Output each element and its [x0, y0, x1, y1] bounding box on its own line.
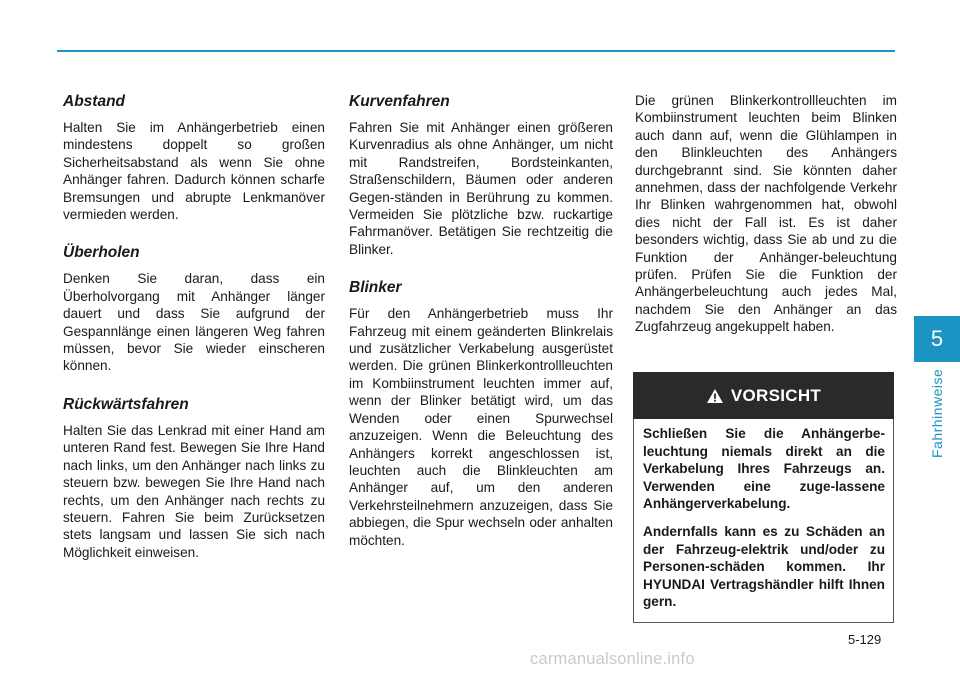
section-text: Für den Anhängerbetrieb muss Ihr Fahrzeug mit einem geänderten Blinkrelais und zusätzlicher Verkabelung ausgerüstet werden. Die grünen Blinkerkontrollleuchten im Kombiinstrument leuchten immer auf, wenn der Blinker betätigt wird, um das Wenden oder einen Spurwechsel anzuzeigen. Wenn die Beleuchtung des Anhängers korrekt angeschlossen ist, leuchten auch die Blinkleuchten am Anhänger auf, um den anderen Verkehrsteilnehmern anzuzeigen, dass Sie abbiegen, die Spur wechseln oder anhalten möchten.: [349, 306, 613, 548]
caution-title: VORSICHT: [730, 385, 822, 405]
chapter-tab: [914, 316, 960, 362]
column-1: [63, 92, 325, 581]
section-text: Halten Sie im Anhängerbetrieb einen mindestens doppelt so großen Sicherheitsabstand als wenn Sie ohne Anhänger fahren. Dadurch können scharfe Bremsungen und abrupte Lenkmanöver vermieden werden.: [63, 120, 325, 223]
column-3-text: Die grünen Blinkerkontrollleuchten im Kombiinstrument leuchten beim Blinken auch dann auf, wenn die Glühlampen in den Blinkleuchten des Anhängers durchgebrannt sind. Sie könnten daher annehmen, dass der nachfolgende Verkehr Ihr Blinken wahrgenommen hat, obwohl dies nicht der Fall ist. Es ist daher besonders wichtig, dass Sie ab und zu die Funktion der Anhänger-beleuchtung prüfen. Prüfen Sie die Funktion der Anhängerbeleuchtung auch jedes Mal, nachdem Sie den Anhänger an das Zugfahrzeug angekuppelt haben.: [635, 93, 897, 335]
section-heading: Rückwärtsfahren: [63, 395, 189, 413]
caution-body: [643, 425, 885, 621]
page-number: 5-129: [848, 632, 882, 647]
section-blinker: [349, 278, 613, 549]
caution-header: [633, 372, 894, 419]
column-3: [635, 92, 897, 336]
caution-box: [633, 372, 894, 623]
section-heading: Abstand: [63, 93, 125, 110]
section-abstand: [63, 92, 325, 223]
top-rule: [57, 50, 895, 52]
section-text: Halten Sie das Lenkrad mit einer Hand am unteren Rand fest. Bewegen Sie Ihre Hand nach links, um den Anhänger nach links zu steuern bzw. bewegen Sie Ihre Hand nach rechts, um den Anhänger nach rechts zu steuern. Fahren Sie beim Zurücksetzen stets langsam und lassen Sie sich nach Möglichkeit einweisen.: [63, 422, 325, 560]
section-heading: Überholen: [63, 244, 140, 262]
watermark: carmanualsonline.info: [530, 650, 695, 668]
section-text: Denken Sie daran, dass ein Überholvorgang mit Anhänger länger dauert und dass Sie aufgrund der Gespannlänge einen längeren Weg fahren müssen, bevor Sie wieder einscheren können.: [63, 271, 325, 374]
section-rueckwaertsfahren: [63, 395, 325, 561]
column-2: [349, 92, 613, 569]
section-heading: Blinker: [349, 279, 402, 297]
chapter-number: 5: [930, 326, 944, 351]
caution-paragraph: Andernfalls kann es zu Schäden an der Fahrzeug-elektrik und/oder zu Personen-schäden kommen. Ihr HYUNDAI Vertragshändler hilft Ihnen gern.: [643, 523, 885, 610]
section-ueberholen: [63, 243, 325, 374]
section-kurvenfahren: [349, 92, 613, 258]
section-heading: Kurvenfahren: [349, 93, 450, 110]
warning-triangle-icon: [706, 388, 724, 404]
caution-paragraph: Schließen Sie die Anhängerbe-leuchtung niemals direkt an die Verkabelung Ihres Fahrzeugs an. Verwenden eine zuge-lassene Anhängerverkabelung.: [643, 426, 885, 512]
section-text: Fahren Sie mit Anhänger einen größeren Kurvenradius als ohne Anhänger, um nicht mit Randstreifen, Bordsteinkanten, Straßenschildern, Bäumen oder anderen Gegen-ständen in Berührung zu kommen. Vermeiden Sie plötzliche bzw. ruckartige Fahrmanöver. Betätigen Sie rechtzeitig die Blinker.: [349, 120, 613, 257]
chapter-label: Fahrhinweise: [929, 368, 945, 458]
